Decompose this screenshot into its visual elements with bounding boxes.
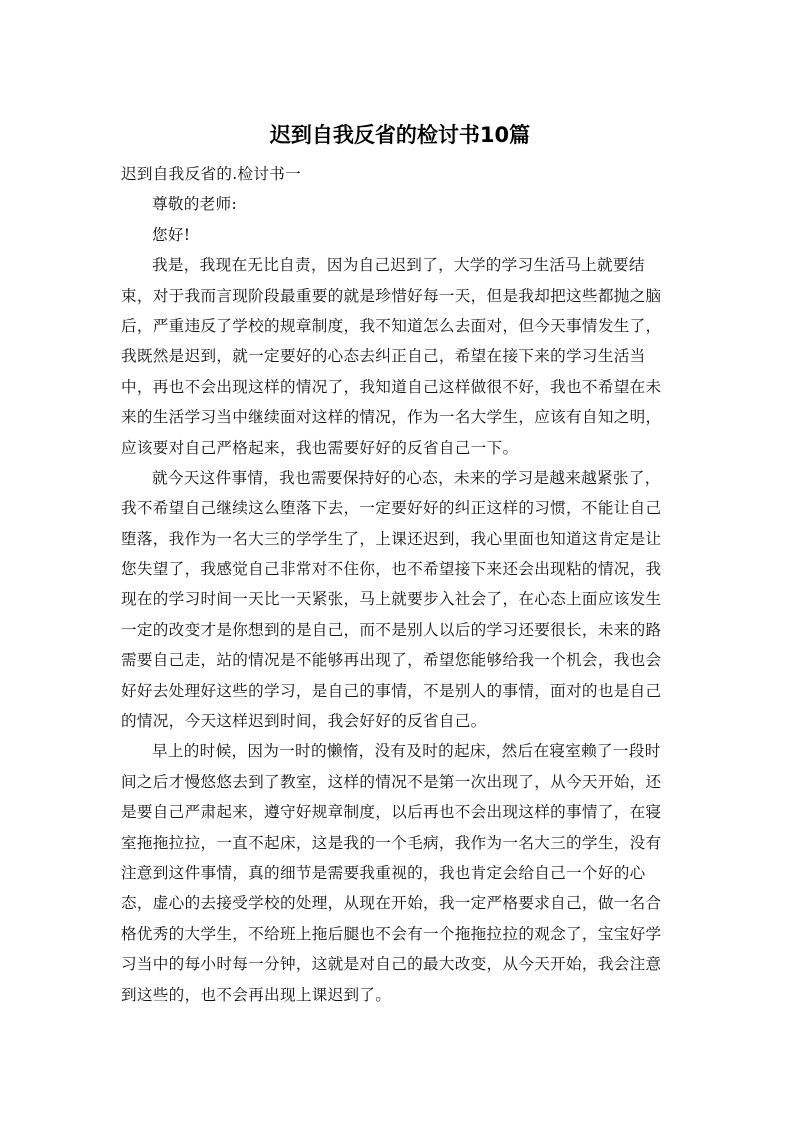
paragraph-line: 后，严重违反了学校的规章制度，我不知道怎么去面对，但今天事情发生了，	[121, 316, 662, 335]
paragraph-line: 束，对于我而言现阶段最重要的就是珍惜好每一天，但是我却把这些都抛之脑	[121, 286, 662, 305]
paragraph-line: 堕落，我作为一名大三的学学生了，上课还迟到，我心里面也知道这肯定是让	[121, 529, 662, 548]
paragraph-line: 需要自己走，站的情况是不能够再出现了，希望您能够给我一个机会，我也会	[121, 651, 662, 670]
document-title: 迟到自我反省的检讨书10篇	[269, 123, 531, 147]
paragraph-line: 中，再也不会出现这样的情况了，我知道自己这样做很不好，我也不希望在未	[121, 377, 662, 396]
section-heading: 迟到自我反省的.检讨书一	[121, 165, 302, 183]
paragraph-line: 早上的时候，因为一时的懒惰，没有及时的起床，然后在寝室赖了一段时	[152, 742, 661, 761]
paragraph-line: 间之后才慢悠悠去到了教室，这样的情况不是第一次出现了，从今天开始，还	[121, 772, 662, 791]
paragraph-line: 到这些的，也不会再出现上课迟到了。	[121, 985, 392, 1004]
paragraph-line: 习当中的每小时每一分钟，这就是对自己的最大改变，从今天开始，我会注意	[121, 955, 662, 974]
paragraph-line: 格优秀的大学生，不给班上拖后腿也不会有一个拖拖拉拉的观念了，宝宝好学	[121, 924, 662, 943]
paragraph-line: 我既然是迟到，就一定要好的心态去纠正自己，希望在接下来的学习生活当	[121, 347, 646, 366]
paragraph-line: 来的生活学习当中继续面对这样的情况，作为一名大学生，应该有自知之明，	[121, 408, 662, 427]
paragraph-1	[121, 250, 676, 463]
paragraph-line: 现在的学习时间一天比一天紧张，马上就要步入社会了，在心态上面应该发生	[121, 590, 662, 609]
document-body	[121, 159, 676, 1010]
paragraph-line: 一定的改变才是你想到的是自己，而不是别人以后的学习还要很长，未来的路	[121, 620, 662, 639]
paragraph-line: 好好去处理好这些的学习，是自己的事情，不是别人的事情，面对的也是自己	[121, 681, 662, 700]
paragraph-line: 室拖拖拉拉，一直不起床，这是我的一个毛病，我作为一名大三的学生，没有	[121, 833, 662, 852]
paragraph-3	[121, 736, 676, 1010]
paragraph-line: 就今天这件事情，我也需要保持好的心态，未来的学习是越来越紧张了，	[152, 468, 661, 487]
paragraph-line: 我不希望自己继续这么堕落下去，一定要好好的纠正这样的习惯，不能让自己	[121, 499, 662, 518]
paragraph-line: 的情况，今天这样迟到时间，我会好好的反省自己。	[121, 712, 487, 731]
paragraph-line: 应该要对自己严格起来，我也需要好好的反省自己一下。	[121, 438, 519, 457]
paragraph-2	[121, 463, 676, 737]
salutation: 尊敬的老师:	[152, 195, 238, 214]
greeting: 您好!	[152, 225, 191, 244]
paragraph-line: 您失望了，我感觉自己非常对不住你，也不希望接下来还会出现粘的情况，我	[121, 560, 662, 579]
paragraph-line: 注意到这件事情，真的细节是需要我重视的，我也肯定会给自己一个好的心	[121, 863, 646, 882]
paragraph-line: 我是，我现在无比自责，因为自己迟到了，大学的学习生活马上就要结	[152, 256, 645, 275]
paragraph-line: 是要自己严肃起来，遵守好规章制度，以后再也不会出现这样的事情了，在寝	[121, 803, 662, 822]
paragraph-line: 态，虚心的去接受学校的处理，从现在开始，我一定严格要求自己，做一名合	[121, 894, 662, 913]
